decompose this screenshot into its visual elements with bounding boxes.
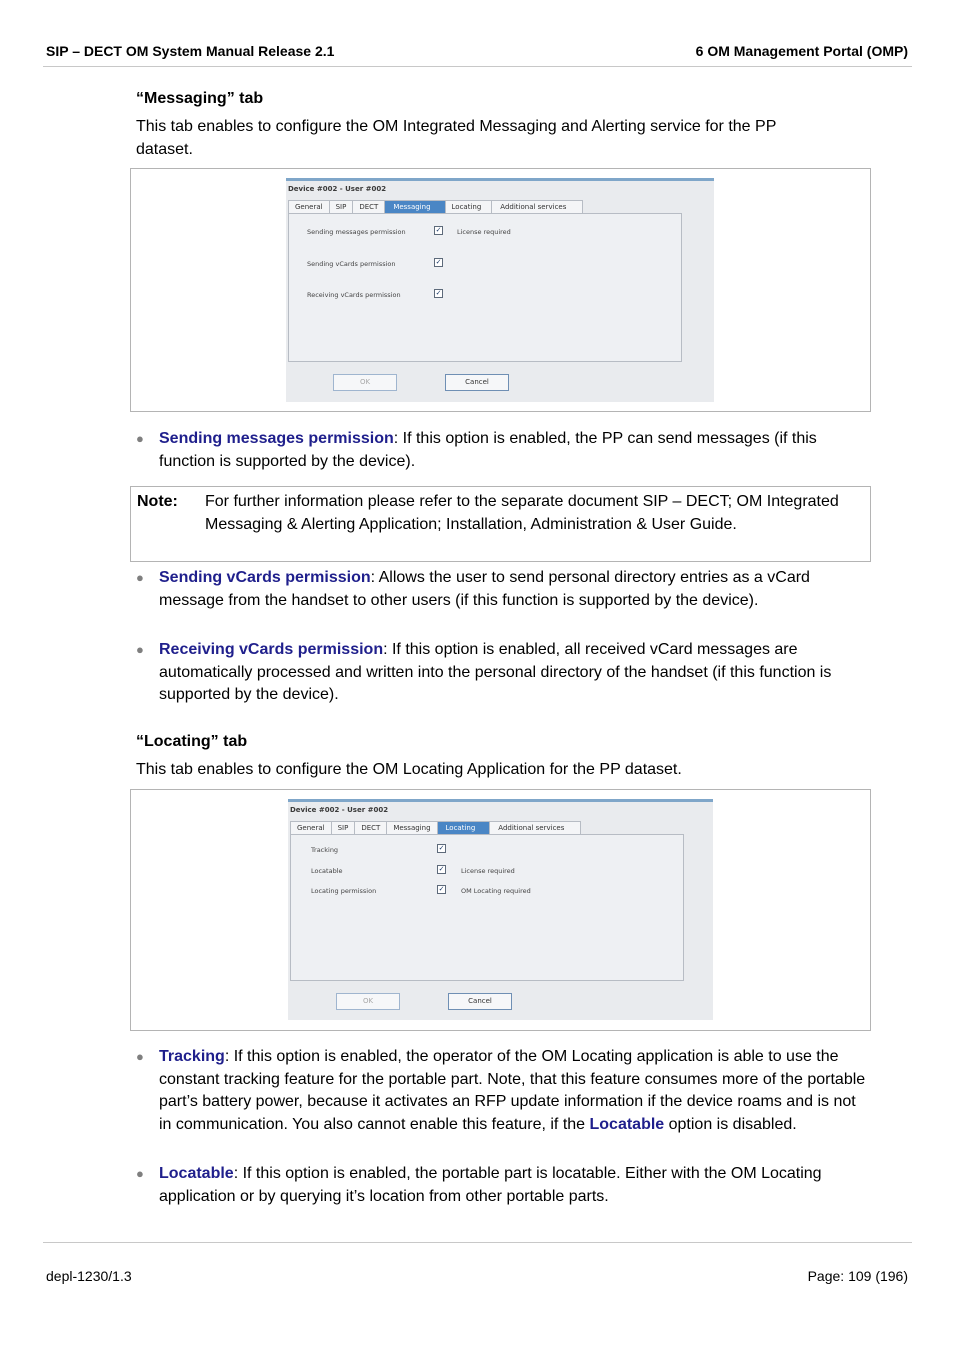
bullet-sending-messages [136, 428, 869, 473]
sending-vcards-permission-checkbox[interactable]: ✓ [435, 258, 442, 266]
dialog-tab-bar [290, 821, 580, 834]
tab-locating[interactable]: Locating [437, 821, 491, 834]
term-sending-messages: Sending messages permission [159, 430, 394, 447]
locating-figure-frame [130, 789, 871, 1031]
dialog-panel [288, 213, 682, 362]
bullet-text: : If this option is enabled, the portable part is locatable. Either with the OM Locating application or by querying it’s location from other portable parts. [159, 1165, 822, 1205]
page-number: Page: 109 (196) [807, 1268, 908, 1284]
tab-messaging[interactable]: Messaging [384, 200, 445, 213]
tab-additional-services[interactable]: Additional services [491, 200, 583, 213]
bullet-text: : Allows the user to send personal directory entries as a vCard message from the handset to other users (if this function is supported by the device). [159, 569, 810, 609]
license-required-note: License required [461, 867, 515, 875]
locating-dialog-screenshot [288, 799, 713, 1020]
tab-messaging[interactable]: Messaging [386, 821, 437, 834]
running-header-title: SIP – DECT OM System Manual Release 2.1 [46, 43, 335, 59]
ok-button[interactable]: OK [333, 374, 397, 391]
note-label: Note: [137, 493, 178, 510]
locating-intro: This tab enables to configure the OM Locating Application for the PP dataset. [136, 761, 682, 778]
tab-general[interactable]: General [290, 821, 332, 834]
footer-rule [43, 1242, 912, 1243]
messaging-figure-frame [130, 168, 871, 412]
bullet-locatable [136, 1163, 869, 1208]
bullet-icon: ● [136, 1049, 144, 1064]
locatable-label: Locatable [311, 867, 343, 875]
sending-messages-permission-label: Sending messages permission [307, 228, 406, 236]
messaging-intro: This tab enables to configure the OM Integrated Messaging and Alerting service for the PP dataset. [136, 118, 777, 158]
term-locatable: Locatable [159, 1165, 234, 1182]
locatable-checkbox[interactable]: ✓ [438, 865, 445, 873]
locating-permission-checkbox[interactable]: ✓ [438, 885, 445, 893]
bullet-text-end: option is disabled. [664, 1115, 797, 1133]
om-locating-required-note: OM Locating required [461, 887, 531, 895]
dialog-title-bar [288, 799, 713, 802]
bullet-tracking [136, 1046, 869, 1136]
locating-permission-label: Locating permission [311, 887, 377, 895]
tracking-label: Tracking [311, 846, 339, 854]
term-tracking: Tracking [159, 1048, 225, 1065]
bullet-icon: ● [136, 431, 144, 446]
note-text: For further information please refer to the separate document SIP – DECT; OM Integrated Messaging & Alerting Application; Installation, Administration & User Guide. [205, 493, 839, 533]
dialog-tab-bar [288, 200, 582, 213]
term-receiving-vcards: Receiving vCards permission [159, 641, 384, 658]
note-box [130, 486, 871, 562]
bullet-icon: ● [136, 642, 144, 657]
bullet-receiving-vcards [136, 639, 869, 707]
header-rule [43, 66, 912, 67]
locating-heading: “Locating” tab [136, 733, 248, 750]
bullet-icon: ● [136, 1166, 144, 1181]
tracking-checkbox[interactable]: ✓ [438, 844, 445, 852]
running-header-chapter: 6 OM Management Portal (OMP) [695, 43, 908, 59]
dialog-title: Device #002 - User #002 [288, 185, 387, 193]
tab-sip[interactable]: SIP [329, 200, 354, 213]
license-required-note: License required [457, 228, 511, 236]
tab-general[interactable]: General [288, 200, 330, 213]
messaging-heading: “Messaging” tab [136, 90, 264, 107]
tab-dect[interactable]: DECT [352, 200, 385, 213]
dialog-title-bar [286, 178, 714, 181]
tab-sip[interactable]: SIP [331, 821, 356, 834]
term-locatable-inline: Locatable [589, 1115, 665, 1133]
tab-additional-services[interactable]: Additional services [489, 821, 581, 834]
dialog-panel [290, 834, 684, 981]
receiving-vcards-permission-checkbox[interactable]: ✓ [435, 289, 442, 297]
ok-button[interactable]: OK [336, 993, 400, 1010]
receiving-vcards-permission-label: Receiving vCards permission [307, 291, 401, 299]
tab-dect[interactable]: DECT [354, 821, 387, 834]
bullet-text: : If this option is enabled, the operator of the OM Locating application is able to use the constant tracking feature for the portable part. Note, that this feature consumes more of the portable part’s battery power, because it activates an RFP update information if the device roams and is not in communication. You also cannot enable this feature, if the [159, 1048, 866, 1133]
tab-locating[interactable]: Locating [445, 200, 493, 213]
bullet-text: : If this option is enabled, the PP can send messages (if this function is supported by the device). [159, 430, 817, 470]
sending-messages-permission-checkbox[interactable]: ✓ [435, 226, 442, 234]
term-sending-vcards: Sending vCards permission [159, 569, 371, 586]
document-id: depl-1230/1.3 [46, 1268, 132, 1284]
cancel-button[interactable]: Cancel [445, 374, 509, 391]
sending-vcards-permission-label: Sending vCards permission [307, 260, 396, 268]
cancel-button[interactable]: Cancel [448, 993, 512, 1010]
bullet-sending-vcards [136, 567, 869, 612]
bullet-text: : If this option is enabled, all received vCard messages are automatically processed and written into the personal directory of the handset (if this function is supported by the device). [159, 641, 832, 703]
messaging-dialog-screenshot [286, 178, 714, 402]
dialog-title: Device #002 - User #002 [290, 806, 389, 814]
bullet-icon: ● [136, 570, 144, 585]
